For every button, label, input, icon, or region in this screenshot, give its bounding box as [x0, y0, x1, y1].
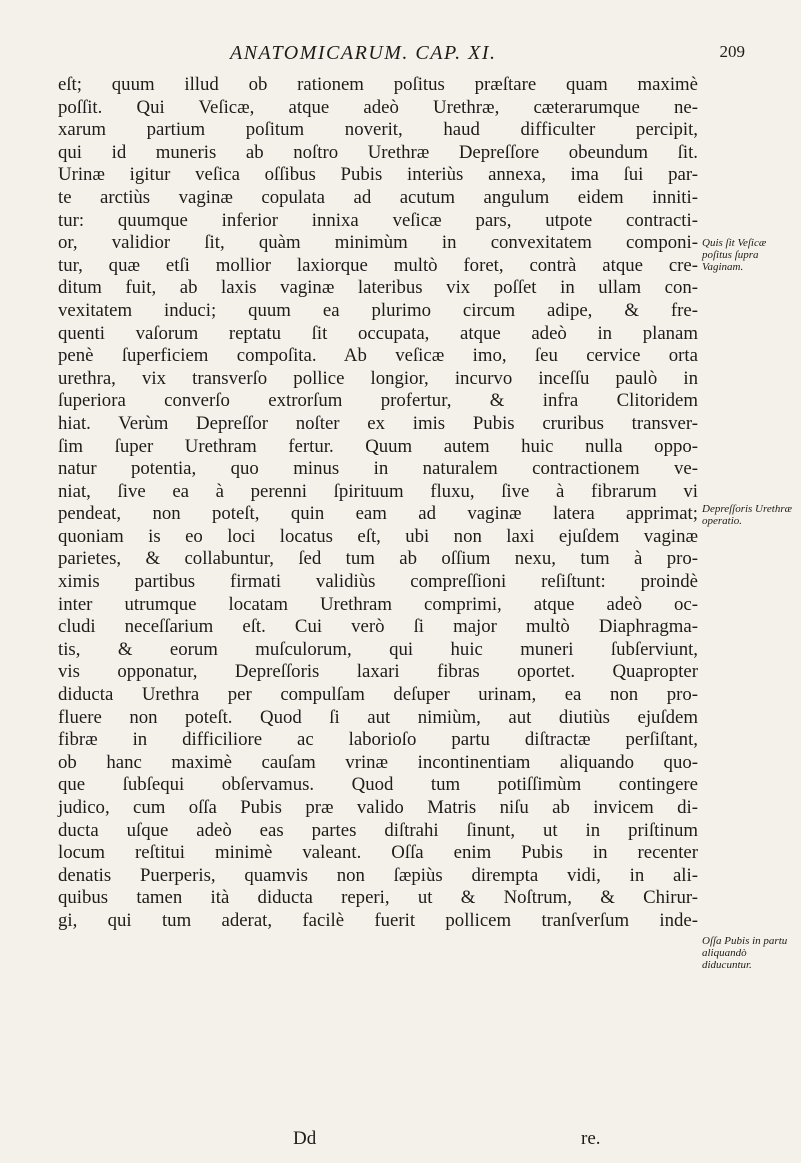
page-header: [60, 42, 750, 72]
text-line: diducta Urethra per compulſam deſuper urinam, ea non pro-: [58, 684, 698, 706]
text-line: quibus tamen ità diducta reperi, ut & Noſtrum, & Chirur-: [58, 887, 698, 909]
margin-note: Oſſa Pubis in partu aliquandò diducuntur.: [702, 935, 788, 971]
text-line: inter utrumque locatam Urethram comprimi, atque adeò oc-: [58, 593, 698, 615]
signature-mark: Dd: [293, 1128, 317, 1149]
text-line: penè ſuperficiem compoſita. Ab veſicæ imo, ſeu cervice orta: [58, 345, 698, 367]
margin-note: Quis ſit Veſicæ poſitus ſupra Vaginam.: [702, 237, 767, 273]
text-line: niat, ſive ea à perenni ſpirituum fluxu, ſive à fibrarum vi: [58, 480, 698, 502]
text-line: pendeat, non poteſt, quin eam ad vaginæ latera apprimat;: [58, 503, 698, 525]
text-line: parietes, & collabuntur, ſed tum ab oſſium nexu, tum à pro-: [58, 548, 698, 570]
running-head: ANATOMICARUM. CAP. XI.: [230, 42, 497, 64]
text-line: poſſit. Qui Veſicæ, atque adeò Urethræ, cæterarumque ne-: [58, 96, 698, 118]
catchword: re.: [581, 1128, 601, 1149]
text-line: ximis partibus firmati validiùs compreſſioni reſiſtunt: proindè: [58, 571, 698, 593]
text-line: hiat. Verùm Depreſſor noſter ex imis Pubis cruribus transver-: [58, 412, 698, 434]
text-line: quenti vaſorum reptatu ſit occupata, atque adeò in planam: [58, 322, 698, 344]
text-line: ditum fuit, ab laxis vaginæ lateribus vix poſſet in ullam con-: [58, 277, 698, 299]
text-line: or, validior ſit, quàm minimùm in convexitatem componi-: [58, 232, 698, 254]
text-line: que ſubſequi obſervamus. Quod tum potiſſimùm contingere: [58, 774, 698, 796]
text-line: cludi neceſſarium eſt. Cui verò ſi major multò Diaphragma-: [58, 616, 698, 638]
text-line: judico, cum oſſa Pubis præ valido Matris niſu ab invicem di-: [58, 797, 698, 818]
text-line: natur potentia, quo minus in naturalem contractionem ve-: [58, 458, 698, 480]
body-text: [58, 74, 698, 933]
text-line: gi, qui tum aderat, facilè fuerit pollicem tranſverſum inde-: [58, 909, 698, 931]
text-line: fluere non poteſt. Quod ſi aut nimiùm, aut diutiùs ejuſdem: [58, 706, 698, 728]
text-line: tis, & eorum muſculorum, qui huic muneri ſubſerviunt,: [58, 638, 698, 660]
text-line: tur: quumque inferior innixa veſicæ pars, utpote contracti-: [58, 209, 698, 231]
text-line: vexitatem induci; quum ea plurimo circum adipe, & fre-: [58, 299, 698, 321]
text-line: denatis Puerperis, quamvis non ſæpiùs dirempta vidi, in ali-: [58, 864, 698, 886]
text-line: ſim ſuper Urethram fertur. Quum autem huic nulla oppo-: [58, 435, 698, 457]
text-line: quoniam is eo loci locatus eſt, ubi non laxi ejuſdem vaginæ: [58, 525, 698, 547]
text-line: te arctiùs vaginæ copulata ad acutum angulum eidem inniti-: [58, 186, 698, 208]
text-line: fibræ in difficiliore ac laborioſo partu diſtractæ perſiſtant,: [58, 729, 698, 751]
text-line: locum reſtitui minimè valeant. Oſſa enim Pubis in recenter: [58, 842, 698, 864]
margin-note: Depreſſoris Urethræ operatio.: [702, 503, 792, 527]
text-line: tur, quæ etſi mollior laxiorque multò foret, contrà atque cre-: [58, 254, 698, 276]
text-line: xarum partium poſitum noverit, haud difficulter percipit,: [58, 119, 698, 141]
text-line: vis opponatur, Depreſſoris laxari fibras oportet. Quapropter: [58, 661, 698, 683]
text-line: eſt; quum illud ob rationem poſitus præſtare quam maximè: [58, 74, 698, 95]
text-line: qui id muneris ab noſtro Urethræ Depreſſore obeundum ſit.: [58, 141, 698, 163]
page-footer: [0, 1128, 801, 1154]
text-line: ſuperiora converſo extrorſum profertur, & infra Clitoridem: [58, 390, 698, 412]
text-line: urethra, vix transverſo pollice longior, incurvo inceſſu paulò in: [58, 367, 698, 389]
page-number: 209: [719, 42, 745, 61]
text-line: ob hanc maximè cauſam vrinæ incontinentiam aliquando quo-: [58, 751, 698, 773]
text-line: ducta uſque adeò eas partes diſtrahi ſinunt, ut in priſtinum: [58, 819, 698, 841]
text-line: Urinæ igitur veſica oſſibus Pubis interiùs annexa, ima ſui par-: [58, 164, 698, 186]
